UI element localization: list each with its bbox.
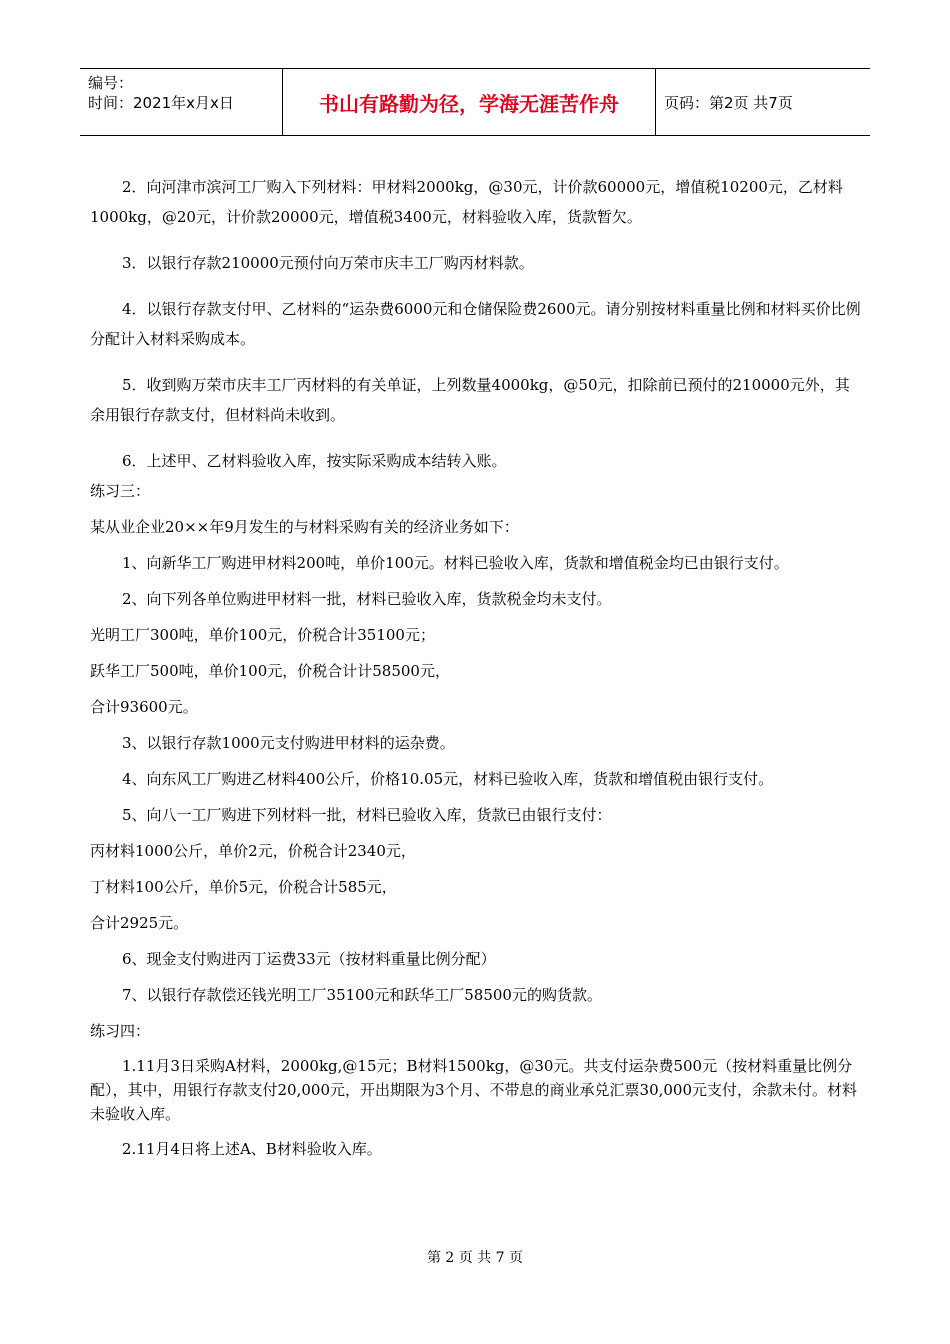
paragraph: 合计2925元。 — [90, 914, 189, 932]
paragraph: 6、现金支付购进丙丁运费33元（按材料重量比例分配） — [122, 950, 496, 968]
paragraph: 跃华工厂500吨，单价100元，价税合计计58500元， — [90, 662, 450, 680]
section-heading: 练习三： — [90, 482, 151, 500]
paragraph: 光明工厂300吨，单价100元，价税合计35100元； — [90, 626, 435, 644]
paragraph: 合计93600元。 — [90, 698, 198, 716]
number-label: 编号： — [88, 74, 134, 92]
paragraph: 某从业企业20××年9月发生的与材料采购有关的经济业务如下： — [90, 518, 519, 536]
paragraph: 2．向河津市滨河工厂购入下列材料：甲材料2000kg，@30元，计价款60000元，增值税10200元，乙材料1000kg，@20元，计价款20000元，增值税3400元，材料验收入库，货款暂欠。 — [90, 178, 843, 226]
paragraph: 5．收到购万荣市庆丰工厂丙材料的有关单证，上列数量4000kg，@50元，扣除前已预付的210000元外，其余用银行存款支付，但材料尚未收到。 — [90, 376, 850, 424]
time-label: 时间：2021年x月x日 — [88, 94, 234, 112]
header-table — [80, 68, 870, 136]
paragraph: 1.11月3日采购A材料，2000kg,@15元；B材料1500kg，@30元。共支付运杂费500元（按材料重量比例分配），其中，用银行存款支付20,000元，开出期限为3个月、不带息的商业承兑汇票30,000元支付，余款未付。材料未验收入库。 — [90, 1057, 858, 1123]
paragraph: 丙材料1000公斤，单价2元，价税合计2340元， — [90, 842, 416, 860]
paragraph: 3、以银行存款1000元支付购进甲材料的运杂费。 — [122, 734, 455, 752]
document-body — [90, 172, 862, 1164]
page-footer: 第 2 页 共 7 页 — [426, 1250, 524, 1266]
paragraph: 1、向新华工厂购进甲材料200吨，单价100元。材料已验收入库，货款和增值税金均已由银行支付。 — [122, 554, 789, 572]
section-heading: 练习四： — [90, 1022, 151, 1040]
paragraph: 3．以银行存款210000元预付向万荣市庆丰工厂购丙材料款。 — [122, 254, 534, 272]
paragraph: 4．以银行存款支付甲、乙材料的“运杂费6000元和仓储保险费2600元。请分别按材料重量比例和材料买价比例分配计入材料采购成本。 — [90, 300, 861, 348]
header-meta — [80, 69, 282, 135]
header-motto: 书山有路勤为径，学海无涯苦作舟 — [282, 69, 656, 135]
paragraph: 5、向八一工厂购进下列材料一批，材料已验收入库，货款已由银行支付： — [122, 806, 612, 824]
paragraph: 2、向下列各单位购进甲材料一批，材料已验收入库，货款税金均未支付。 — [122, 590, 612, 608]
paragraph: 6．上述甲、乙材料验收入库，按实际采购成本结转入账。 — [122, 452, 507, 470]
paragraph: 2.11月4日将上述A、B材料验收入库。 — [122, 1140, 382, 1158]
header-page-label: 页码：第2页 共7页 — [664, 93, 793, 112]
paragraph: 丁材料100公斤，单价5元，价税合计585元， — [90, 878, 397, 896]
paragraph: 4、向东风工厂购进乙材料400公斤，价格10.05元，材料已验收入库，货款和增值税由银行支付。 — [122, 770, 774, 788]
paragraph: 7、以银行存款偿还钱光明工厂35100元和跃华工厂58500元的购货款。 — [122, 986, 602, 1004]
